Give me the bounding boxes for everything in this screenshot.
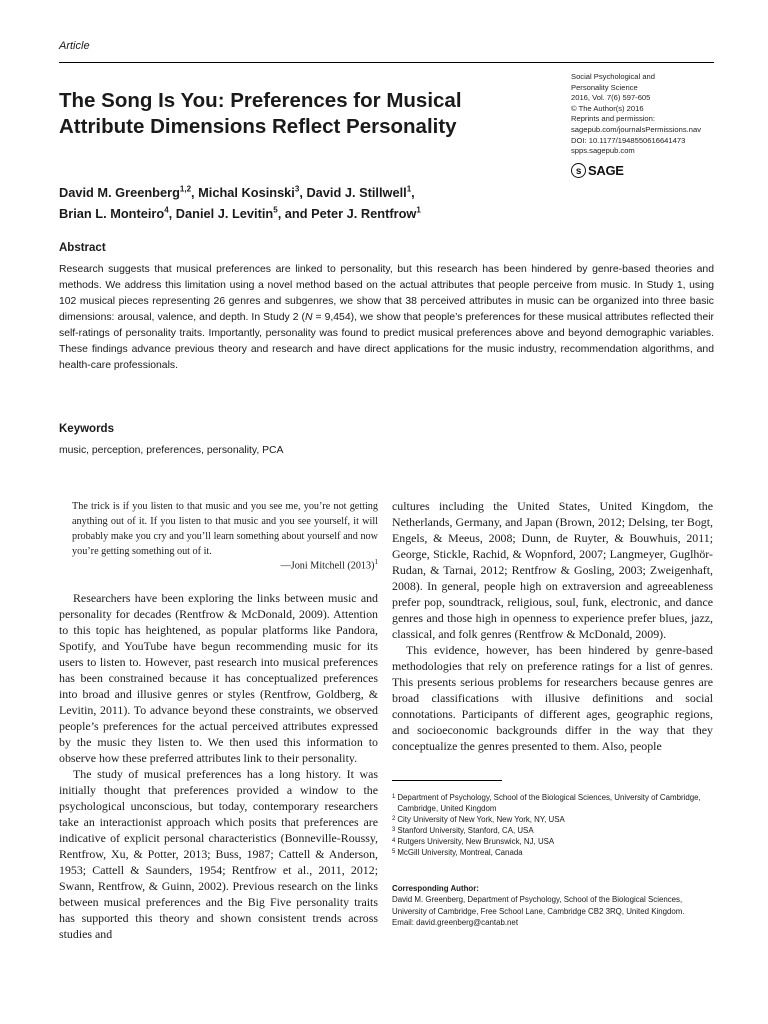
epigraph-attribution	[220, 558, 378, 571]
journal-meta-line[interactable]: sagepub.com/journalsPermissions.nav	[571, 124, 702, 134]
abstract-text	[59, 262, 714, 374]
abstract-text-part: Research suggests that musical preferences are linked to personality, but this research has been hindered by genre-based theories and methods. We address this limitation using a novel method based on the actual attributes that people perceive from music. In Study 1, using 102 musical pieces representing 26 genres and subgenres, we show that 38 perceived attributes in music can be organized into three basic dimensions: arousal, valence, and depth. In Study 2 (	[59, 264, 714, 323]
journal-meta-line: Personality Science	[571, 82, 638, 92]
epigraph-attribution-text: —Joni Mitchell (2013)	[280, 560, 375, 572]
body-paragraph: Researchers have been exploring the links between music and personality for decades (Rentfrow & McDonald, 2009). Attention to this topic has heightened, as popular platforms like Pandora, Spotify, and YouTube have begun recommending music for its users to listen to. However, past research into musical preferences has been constrained because it has conceptualized preferences into broad and illusive genres or styles (Rentfrow, Goldberg, & Levitin, 2011). To advance beyond these constraints, we observed people’s preferences for the actual perceived attributes expressed by the music they listen to. We then used this information to observe how these preferred attributes link to their personality.	[59, 591, 378, 765]
author-name: Daniel J. Levitin	[175, 206, 274, 221]
sage-logo-text: SAGE	[588, 163, 624, 178]
body-paragraph: The study of musical preferences has a long history. It was initially thought that preferences provided a window to the psychological unconscious, but today, contemporary researchers take an interactionist approach which posits that preferences are indicative of explicit personal characteristics (Bonneville-Roussy, Rentfrow, Xu, & Potter, 2013; Buss, 1987; Cattell & Anderson, 1953; Cattell & Saunders, 1954; Rentfrow et al., 2011, 2012; Swann, Rentfrow, & Guinn, 2002). Previous research on the links between musical preferences and the Big Five personality traits has supported this theory and shown consistent trends across studies and	[59, 767, 378, 941]
author-name: Michal Kosinski	[198, 185, 295, 200]
footnote-item	[392, 825, 714, 836]
corresponding-author-heading: Corresponding Author:	[392, 884, 479, 893]
corresponding-author	[392, 883, 714, 928]
author-name: David M. Greenberg	[59, 185, 180, 200]
journal-meta-line: © The Author(s) 2016	[571, 103, 644, 113]
keywords-heading: Keywords	[59, 423, 114, 435]
author-name: Peter J. Rentfrow	[311, 206, 417, 221]
author-affiliation: 3	[294, 184, 300, 194]
body-paragraph: cultures including the United States, United Kingdom, the Netherlands, Germany, and Japan (Brown, 2012; Delsing, ter Bogt, Engels, & Meeus, 2008; Dunn, de Ruyter, & Bouwhuis, 2011; George, Stickle, Rachid, & Wopnford, 2007; Langmeyer, Guglhör-Rudan, & Tarnai, 2012; Rentfrow & Gosling, 2003; Zweigenhaft, 2008). In general, people high on extraversion and agreeableness prefer pop, soundtrack, religious, soul, funk, electronic, and dance genres and those high in openness to experience prefer blues, jazz, classical, and folk genres (Rentfrow & McDonald, 2009).	[392, 499, 713, 641]
footnote-item	[392, 847, 714, 858]
footnote-number: 1	[392, 794, 396, 800]
corresponding-author-email[interactable]: Email: david.greenberg@cantab.net	[392, 917, 519, 927]
footnote-rule	[392, 780, 502, 781]
journal-meta-line: Social Psychological and	[571, 72, 656, 81]
sage-logo	[571, 163, 624, 178]
article-type-label: Article	[59, 40, 90, 52]
paper-title: The Song Is You: Preferences for Musical Attribute Dimensions Reflect Personality	[59, 89, 462, 138]
footnote-number: 3	[392, 827, 396, 833]
author-affiliation: 1	[416, 205, 421, 215]
journal-meta-line: Reprints and permission:	[571, 114, 655, 124]
footnote-text: McGill University, Montreal, Canada	[397, 848, 523, 857]
footnote-text: Rutgers University, New Brunswick, NJ, USA	[397, 837, 555, 846]
journal-meta-line[interactable]: spps.sagepub.com	[571, 146, 635, 156]
journal-meta-line: 2016, Vol. 7(6) 597-605	[571, 93, 651, 103]
abstract-heading: Abstract	[59, 242, 106, 254]
sage-logo-icon: s	[571, 163, 586, 178]
body-column-left	[59, 590, 378, 942]
footnote-text: Stanford University, Stanford, CA, USA	[397, 826, 534, 835]
author-affiliation: 1,2	[179, 184, 192, 194]
author-affiliation: 1	[406, 184, 412, 194]
journal-meta-line[interactable]: DOI: 10.1177/1948550616641473	[571, 135, 686, 145]
footnote-text: City University of New York, New York, NY, USA	[397, 815, 565, 824]
header-rule	[59, 62, 714, 63]
affiliation-footnotes	[392, 792, 714, 858]
epigraph-footnote-mark: 1	[374, 558, 378, 566]
body-column-right	[392, 498, 713, 754]
keywords-text: music, perception, preferences, personality, PCA	[59, 445, 284, 456]
footnote-number: 4	[392, 838, 396, 844]
body-paragraph: This evidence, however, has been hindered by genre-based methodologies that rely on preference ratings for a list of genres. This presents serious problems for researchers because genres are broad classifications with illusive definitions and social connotations. Participants of different ages, geographic regions, and socioeconomic backgrounds differ in the way that they conceptualize the genres presented to them. Also, people	[392, 643, 713, 753]
footnote-text: Department of Psychology, School of the Biological Sciences, University of Cambridge, Cambridge, United Kingdom	[397, 793, 701, 813]
author-name: Brian L. Monteiro	[59, 206, 165, 221]
author-name: David J. Stillwell	[306, 185, 407, 200]
abstract-text-part: = 9,454), we show that people’s preferences for these musical attributes reflected their self-ratings of personality traits. Importantly, personality was found to predict musical preferences above and beyond demographic variables. These findings advance previous theory and research and have direct applications for the music industry, recommendation algorithms, and health-care professionals.	[59, 312, 715, 371]
author-affiliation: 5	[273, 205, 278, 215]
journal-meta	[571, 72, 721, 157]
footnote-item	[392, 792, 714, 814]
author-affiliation: 4	[164, 205, 169, 215]
footnote-item	[392, 836, 714, 847]
author-list: David M. Greenberg$^{1,2}$, Michal Kosinski$^3$, David J. Stillwell$^1$, Brian L. Monteiro$^4$, Daniel J. Levitin$^5$, and Peter J. Rentfrow$^1$	[59, 184, 421, 221]
corresponding-author-address: David M. Greenberg, Department of Psychology, School of the Biological Sciences, University of Cambridge, Free School Lane, Cambridge CB2 3RQ, United Kingdom.	[392, 895, 685, 916]
footnote-number: 2	[392, 816, 396, 822]
epigraph-quote: The trick is if you listen to that music and you see me, you’re not getting anything out of it. If you listen to that music and you see yourself, it will probably make you cry and you’ll learn something about yourself and now you’re getting something out of it.	[72, 501, 378, 557]
footnote-item	[392, 814, 714, 825]
footnote-number: 5	[392, 849, 396, 855]
sample-size-symbol: N	[304, 312, 313, 323]
